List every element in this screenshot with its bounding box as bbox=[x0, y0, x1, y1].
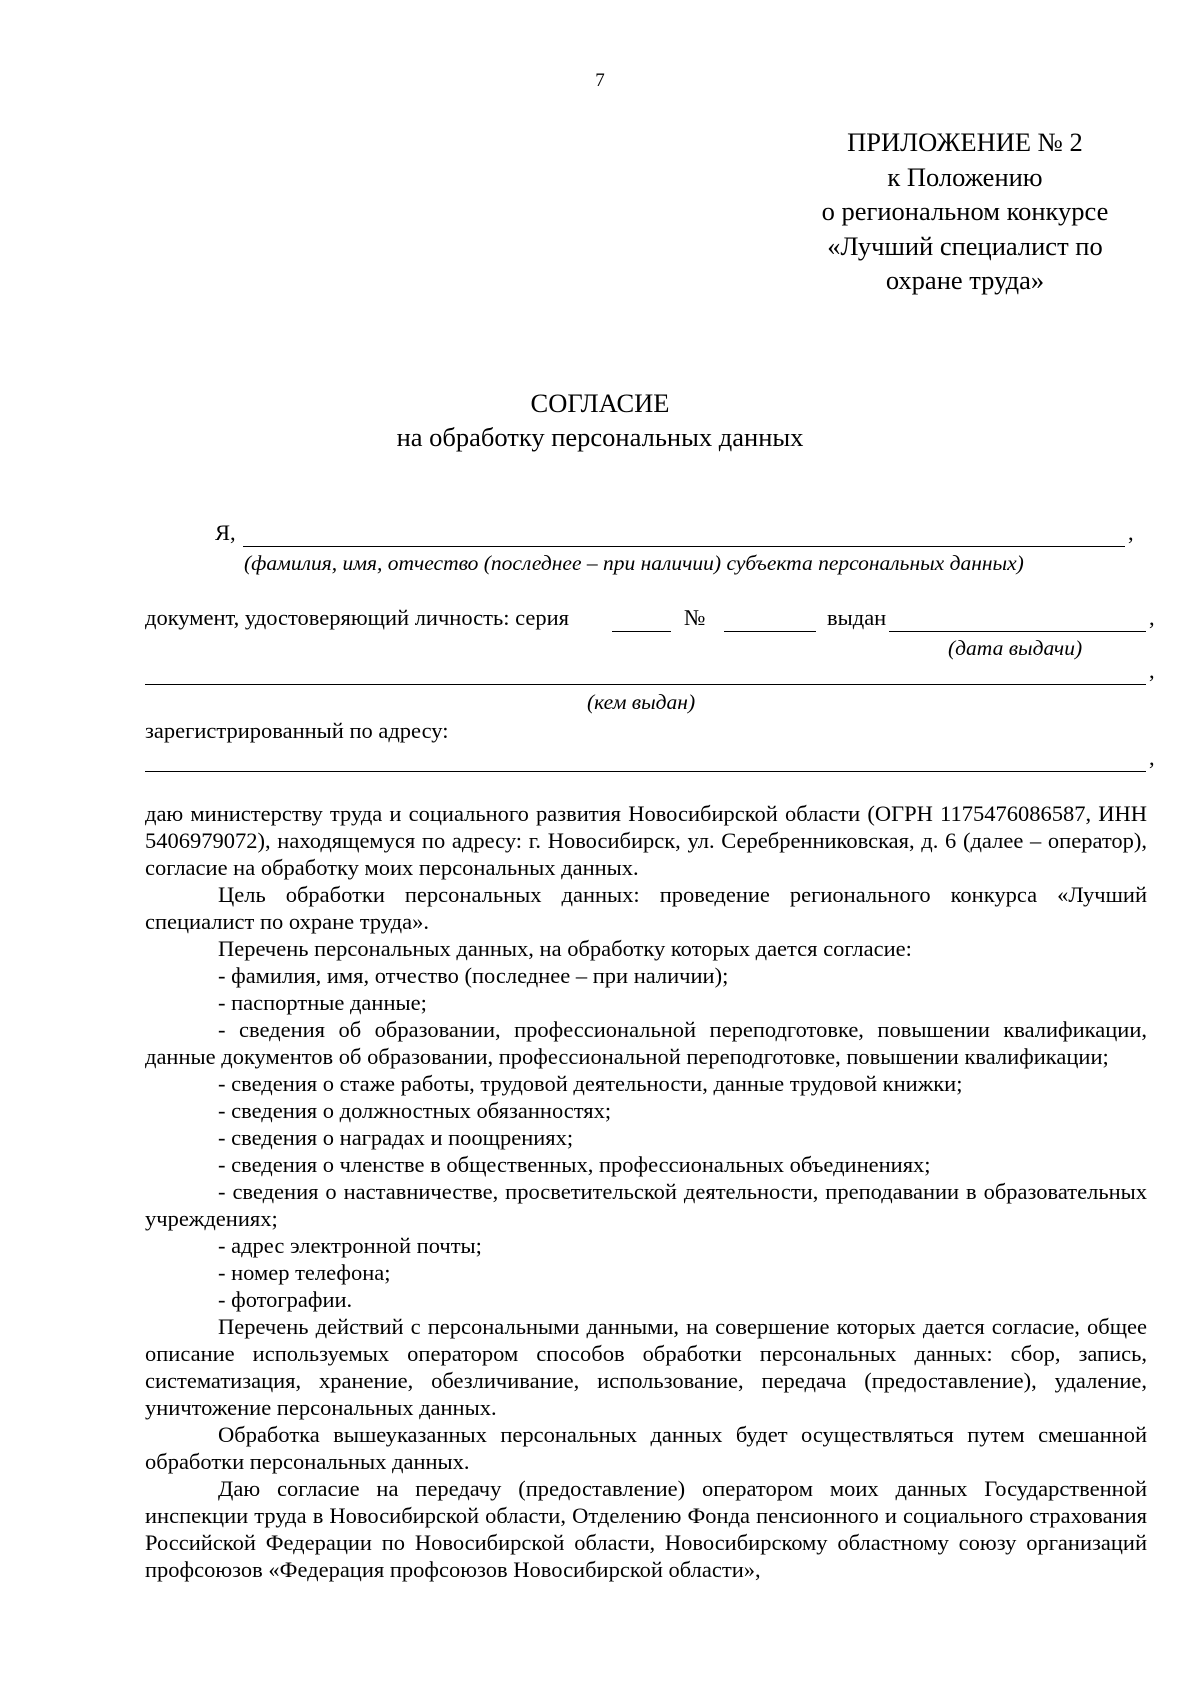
document-title: СОГЛАСИЕ bbox=[530, 388, 670, 418]
list-item: - фотографии. bbox=[218, 1287, 353, 1312]
list-item: - сведения о стаже работы, трудовой деятельности, данные трудовой книжки; bbox=[218, 1071, 963, 1096]
number-label: № bbox=[684, 605, 706, 630]
consent-body bbox=[145, 800, 1147, 1583]
i-label: Я, bbox=[215, 520, 236, 545]
appendix-line-4: «Лучший специалист по bbox=[827, 230, 1103, 261]
issuer-field[interactable] bbox=[145, 684, 1146, 685]
list-item: - сведения о наградах и поощрениях; bbox=[218, 1125, 574, 1150]
list-item: - фамилия, имя, отчество (последнее – при наличии); bbox=[218, 963, 729, 988]
doc-label: документ, удостоверяющий личность: серия bbox=[145, 605, 569, 630]
issued-label: выдан bbox=[827, 605, 887, 630]
fio-field[interactable] bbox=[243, 546, 1125, 547]
consent-paragraph-operator: даю министерству труда и социального развития Новосибирской области (ОГРН 1175476086587, ИНН 5406979072), находящемуся по адресу: г. Новосибирск, ул. Серебренниковская, д. 6 (далее – оператор), согласие на обработку моих персональных данных. bbox=[145, 801, 1147, 880]
fio-hint: (фамилия, имя, отчество (последнее – при наличии) субъекта персональных данных) bbox=[244, 551, 1024, 575]
page-number: 7 bbox=[595, 70, 605, 91]
list-item: - сведения о членстве в общественных, профессиональных объединениях; bbox=[218, 1152, 931, 1177]
address-field[interactable] bbox=[145, 771, 1146, 772]
list-item: - сведения о наставничестве, просветительской деятельности, преподавании в образовательных учреждениях; bbox=[145, 1179, 1147, 1231]
list-item: - сведения о должностных обязанностях; bbox=[218, 1098, 612, 1123]
number-field[interactable] bbox=[724, 631, 816, 632]
issuer-hint: (кем выдан) bbox=[587, 690, 696, 714]
issued-comma: , bbox=[1149, 605, 1155, 630]
consent-paragraph-list-intro: Перечень персональных данных, на обработку которых дается согласие: bbox=[218, 936, 912, 961]
appendix-line-2: к Положению bbox=[887, 161, 1043, 192]
consent-paragraph-purpose: Цель обработки персональных данных: проведение регионального конкурса «Лучший специалист по охране труда». bbox=[145, 882, 1147, 934]
list-item: - номер телефона; bbox=[218, 1260, 391, 1285]
issuer-comma: , bbox=[1149, 658, 1155, 683]
document-subtitle: на обработку персональных данных bbox=[396, 422, 804, 452]
consent-paragraph-processing: Обработка вышеуказанных персональных данных будет осуществляться путем смешанной обработки персональных данных. bbox=[145, 1422, 1147, 1474]
series-field[interactable] bbox=[612, 631, 671, 632]
appendix-line-1: ПРИЛОЖЕНИЕ № 2 bbox=[847, 127, 1083, 157]
address-label: зарегистрированный по адресу: bbox=[145, 718, 449, 743]
appendix-header bbox=[730, 125, 1200, 298]
list-item: - сведения об образовании, профессиональной переподготовке, повышении квалификации, данные документов об образовании, профессиональной переподготовке, повышении квалификации; bbox=[145, 1017, 1147, 1069]
list-item: - паспортные данные; bbox=[218, 990, 427, 1015]
address-comma: , bbox=[1149, 745, 1155, 770]
issue-date-field[interactable] bbox=[889, 631, 1146, 632]
date-hint: (дата выдачи) bbox=[948, 636, 1083, 660]
appendix-line-3: о региональном конкурсе bbox=[821, 196, 1109, 226]
list-item: - адрес электронной почты; bbox=[218, 1233, 482, 1258]
consent-paragraph-actions: Перечень действий с персональными данными, на совершение которых дается согласие, общее описание используемых оператором способов обработки персональных данных: сбор, запись, систематизация, хранение, обезличивание, использование, передача (предоставление), удаление, уничтожение персональных данных. bbox=[145, 1314, 1147, 1420]
fio-comma: , bbox=[1128, 520, 1134, 545]
appendix-line-5: охране труда» bbox=[885, 265, 1045, 295]
consent-paragraph-transfer: Даю согласие на передачу (предоставление) оператором моих данных Государственной инспекции труда в Новосибирской области, Отделению Фонда пенсионного и социального страхования Российской Федерации по Новосибирской области, Новосибирскому областному союзу организаций профсоюзов «Федерация профсоюзов Новосибирской области», bbox=[145, 1476, 1147, 1582]
